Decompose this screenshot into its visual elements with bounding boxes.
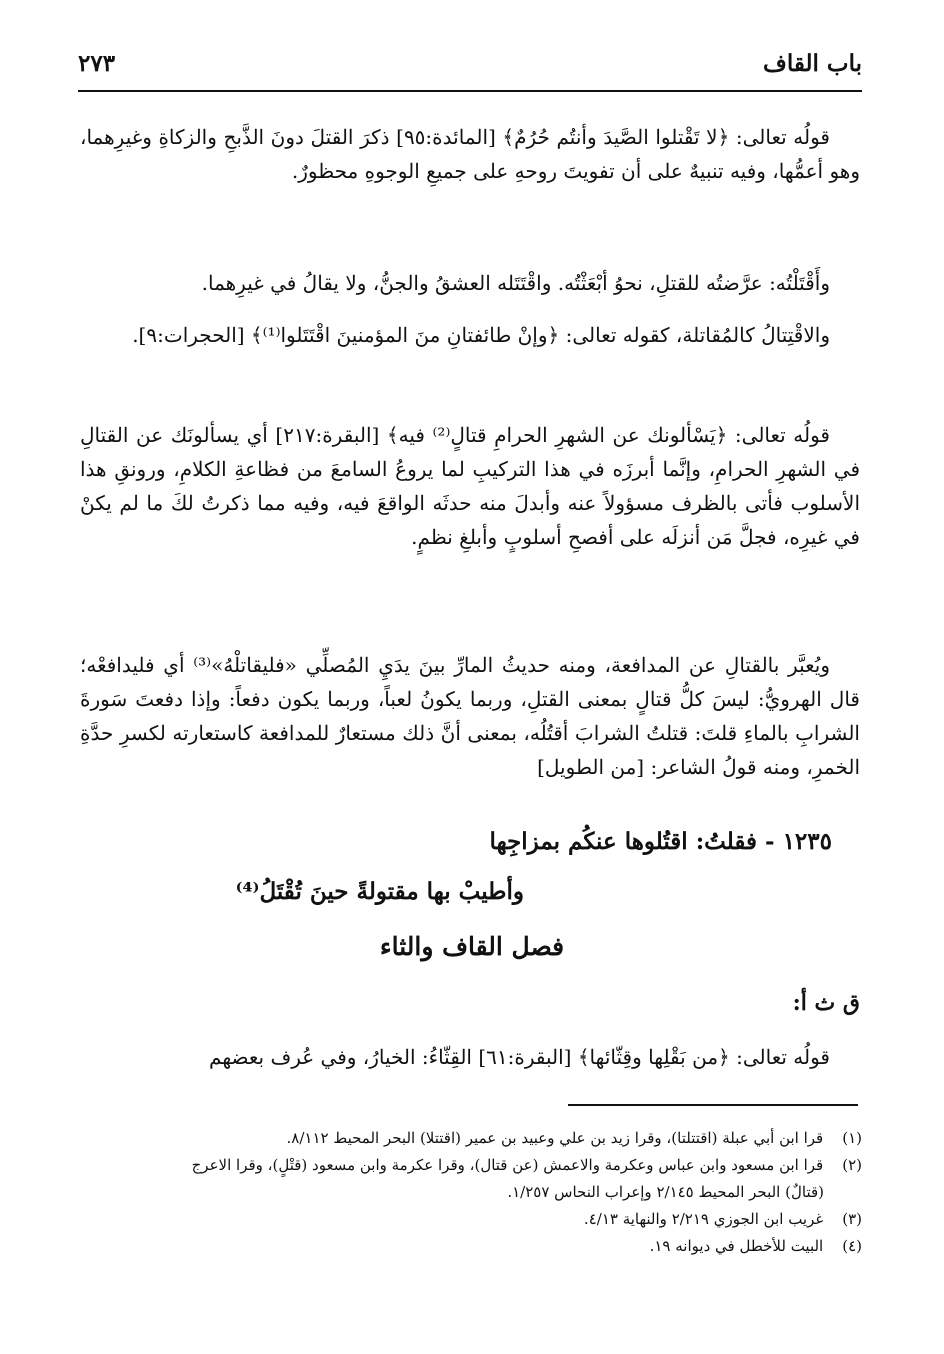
footnote-number: (٤) [842, 1237, 862, 1255]
paragraph-1: قولُه تعالى: ﴿لا تَقْتلوا الصَّيدَ وأنتُم حُرُمٌ﴾ [المائدة:٩٥] ذكرَ القتلَ دونَ الذَّبحِ والزكاةِ وغيرِهما، وهو أعمُّها، وفيه تنبيهٌ على أن تفويتَ روحهِ على جميعِ الوجوهِ محظورٌ. [80, 125, 860, 183]
verse-line-1: ١٢٣٥ - فقلتُ: اقتُلوها عنكُم بمزاجِها [489, 828, 832, 855]
main-text-block-5 [80, 648, 860, 784]
section-title: فصل القاف والثاء [379, 932, 565, 961]
footnote-text: قرا ابن أبي عبلة (اقتتلتا)، وقرا زيد بن علي وعبيد بن عمير (اقتتلا) البحر المحيط ٨/١١٢. [286, 1129, 824, 1147]
footnote-text: البيت للأخطل في ديوانه ١٩. [649, 1237, 824, 1255]
main-text-block-2 [80, 266, 860, 300]
footnote-number: (١) [842, 1129, 862, 1147]
footnote-text: قرا ابن مسعود وابن عباس وعكرمة والاعمش (عن قتال)، وقرا عكرمة وابن مسعود (قتْلٍ)، وقرا الاعرج [191, 1156, 824, 1174]
chapter-title: باب القاف [763, 50, 862, 77]
main-text-block-4 [80, 418, 860, 554]
footnote-4 [80, 1233, 862, 1260]
page-number: ٢٧٣ [78, 50, 116, 77]
header-rule [78, 90, 862, 92]
paragraph-6: قولُه تعالى: ﴿من بَقْلِها وقِثّائها﴾ [البقرة:٦١] القِثّاءُ: الخيارُ، وفي عُرف بعضهم [209, 1045, 830, 1069]
footnote-text: غريب ابن الجوزي ٢/٢١٩ والنهاية ٤/١٣. [583, 1210, 824, 1228]
root-heading: ق ث أ: [792, 990, 860, 1016]
footnote-number: (٢) [842, 1156, 862, 1174]
main-text-block [80, 120, 860, 188]
footnotes [80, 1125, 862, 1260]
paragraph-5: ويُعبَّر بالقتالِ عن المدافعة، ومنه حديثُ المارِّ بينَ يدَيِ المُصلِّي «فليقاتلْهُ»⁽³⁾ أي فليدافعْه؛ قال الهرويُّ: ليسَ كلُّ قتالٍ بمعنى القتلِ، وربما يكونُ لعباً، وربما يكون دفعاً: وإذا دفعتَ سَورةَ الشرابِ بالماءِ قلتَ: قتلتُ الشرابَ أقتُلُه، بمعنى أنَّ ذلك مستعارٌ للمدافعة كاستعارته لكسرِ حدَّةِ الخمرِ، ومنه قولُ الشاعر: [من الطويل] [80, 653, 860, 779]
footnote-2 [80, 1152, 862, 1179]
footnote-1 [80, 1125, 862, 1152]
paragraph-2: وأَقْتَلْتُه: عرَّضتُه للقتلِ، نحوُ أبْعَثْتُه. واقْتَتَله العشقُ والجنُّ، ولا يقالُ في غيرِهما. [201, 271, 830, 295]
main-text-block-3 [80, 318, 860, 352]
paragraph-3: والاقْتِتالُ كالمُقاتلة، كقوله تعالى: ﴿وإنْ طائفتانِ منَ المؤمنينَ اقْتَتَلوا⁽¹⁾﴾ [الحجرات:٩]. [132, 323, 830, 347]
footnote-number: (٣) [842, 1210, 862, 1228]
verse-line-2: وأطيبْ بها مقتولةً حينَ تُقْتَلُ⁽⁴⁾ [235, 878, 524, 905]
footnote-rule [568, 1104, 858, 1106]
main-text-block-6 [80, 1040, 860, 1074]
footnote-2-continuation: (قتالٌ) البحر المحيط ٢/١٤٥ وإعراب النحاس ١/٢٥٧. [507, 1183, 824, 1201]
footnote-3 [80, 1206, 862, 1233]
page-header [78, 42, 862, 92]
paragraph-4: قولُه تعالى: ﴿يَسْألونك عن الشهرِ الحرامِ قتالٍ⁽²⁾ فيه﴾ [البقرة:٢١٧] أي يسألونَك عن القتالِ في الشهرِ الحرامِ، وإنَّما أبرزَه في هذا التركيبِ لما يروعُ السامعَ من فظاعةِ الكلامِ، ورونقِ هذا الأسلوب فأتى بالظرف مسؤولاً عنه وأبدلَ منه حدثَه الواقعَ فيه، وفيه مما ذكرتُ لكَ ما لم يكنْ في غيرِه، فجلَّ مَن أنزلَه على أفصحِ أسلوبٍ وأبلغِ نظمٍ. [80, 423, 860, 549]
